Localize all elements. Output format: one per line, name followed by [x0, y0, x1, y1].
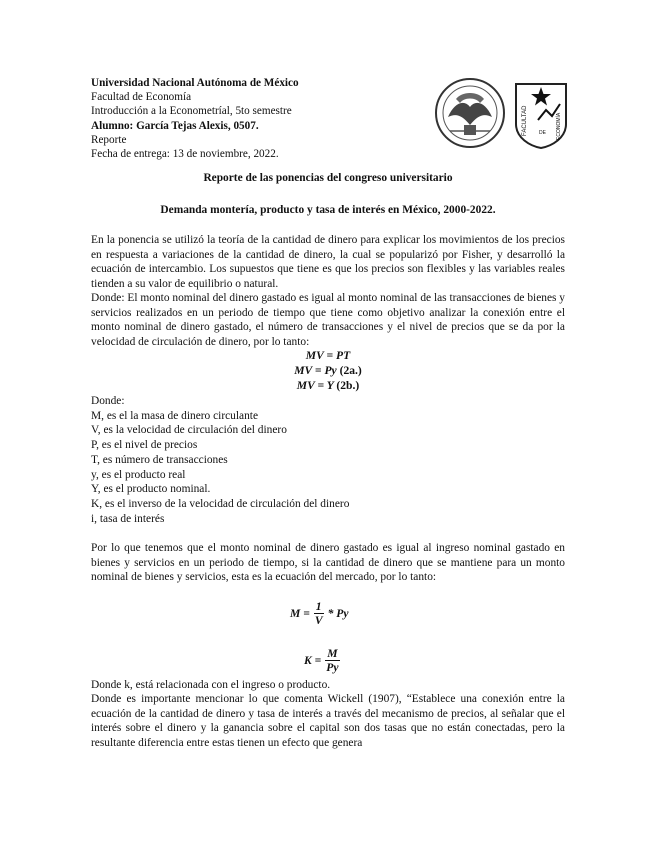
- fraction2-denominator: Py: [326, 661, 339, 674]
- fraction2-numerator: M: [327, 647, 338, 660]
- svg-text:ECONOMÍA: ECONOMÍA: [556, 112, 562, 140]
- equation-2a: [91, 364, 565, 377]
- definition-item: T, es número de transacciones: [91, 453, 228, 466]
- definitions-intro: Donde:: [91, 395, 125, 407]
- equation-2b-tag: (2b.): [336, 379, 360, 392]
- svg-text:FACULTAD: FACULTAD: [522, 105, 528, 136]
- student-name: Alumno: García Tejas Alexis, 0507.: [91, 119, 259, 132]
- equation-k: [304, 647, 343, 674]
- fraction1-lhs: M =: [290, 607, 310, 620]
- equation-exchange: MV = PT: [305, 349, 351, 362]
- report-title: Reporte de las ponencias del congreso universitario: [203, 172, 453, 184]
- definition-item: P, es el nivel de precios: [91, 439, 198, 452]
- paragraph-wickell: Donde es importante mencionar lo que comenta Wickell (1907), “Establece una conexión entre la ecuación de la cantidad de dinero y tasa de interés a través del mecanismo de precios, al señalar que el interés sobre el dinero y la ganancia sobre el capital son dos tasas que no están conectadas, pero la resultante diferencia entre estas tienen un efecto que genera: [91, 693, 565, 749]
- equation-money-demand: [290, 600, 349, 627]
- course-name: Introducción a la Econometríal, 5to semestre: [91, 105, 292, 118]
- equation-2b: [91, 379, 565, 392]
- university-name: Universidad Nacional Autónoma de México: [91, 77, 299, 89]
- paragraph-definition: Donde: El monto nominal del dinero gastado es igual al monto nominal de las transacciones de bienes y servicios realizados en un periodo de tiempo que tiene como objetivo analizar la conexión entre el monto nominal de dinero gastado, el número de transacciones y el nivel de precios que se da por la velocidad de circulación de dinero, por lo tanto:: [91, 292, 565, 348]
- fraction2: [324, 647, 340, 674]
- unam-seal-logo: [434, 73, 506, 153]
- faculty-name: Facultad de Economía: [91, 91, 192, 104]
- fraction1-denominator: V: [314, 614, 323, 627]
- fraction1: [313, 600, 325, 627]
- fraction1-numerator: 1: [315, 600, 322, 613]
- paragraph-k-note: Donde k, está relacionada con el ingreso o producto.: [91, 679, 331, 691]
- document-type: Reporte: [91, 133, 127, 146]
- equation-2b-expression: MV = Y: [296, 379, 334, 392]
- svg-text:DE: DE: [539, 130, 546, 136]
- definition-item: Y, es el producto nominal.: [91, 483, 211, 496]
- equation-2a-tag: (2a.): [339, 364, 362, 377]
- definition-item: i, tasa de interés: [91, 512, 165, 525]
- economics-faculty-shield-logo: [512, 78, 570, 150]
- fraction1-rhs: * Py: [327, 607, 349, 620]
- definition-item: K, es el inverso de la velocidad de circulación del dinero: [91, 497, 350, 510]
- talk-title: Demanda montería, producto y tasa de interés en México, 2000-2022.: [160, 204, 496, 216]
- equation-2a-expression: MV = Py: [294, 364, 337, 377]
- paragraph-quantity-theory: En la ponencia se utilizó la teoría de la cantidad de dinero para explicar los movimientos de los precios en respuesta a variaciones de la cantidad de dinero, la cual se popularizó por Fisher, y desarrolló la ecuación de intercambio. Los supuestos que tiene es que los precios son flexibles y las variables reales tienden a su valor de equilibrio o natural.: [91, 234, 565, 290]
- definition-item: y, es el producto real: [91, 468, 186, 481]
- document-header: [91, 76, 299, 161]
- due-date: Fecha de entrega: 13 de noviembre, 2022.: [91, 148, 279, 161]
- definition-item: M, es el la masa de dinero circulante: [91, 409, 258, 422]
- definitions-list: [91, 394, 349, 526]
- definition-item: V, es la velocidad de circulación del dinero: [91, 424, 287, 437]
- paragraph-market-equation: Por lo que tenemos que el monto nominal de dinero gastado es igual al ingreso nominal gastado en bienes y servicios en un periodo de tiempo, si la cantidad de dinero que se mantiene para un monto nominal de bienes y servicios, esta es la ecuación del mercado, por lo tanto:: [91, 542, 565, 584]
- fraction2-lhs: K =: [304, 654, 322, 667]
